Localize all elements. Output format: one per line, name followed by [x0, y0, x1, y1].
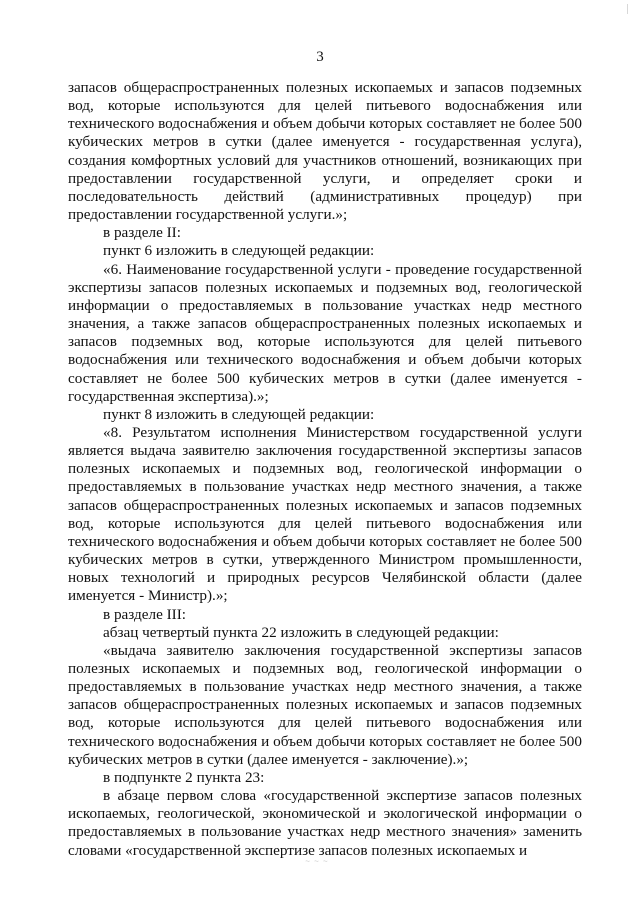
paragraph-6: «8. Результатом исполнения Министерством государственной услуги является выдача заявителю заключения государственной экспертизы запасов полезных ископаемых и подземных вод, геологической информации о предоставляемых в пользование участках недр местного значения, а также запасов общераспространенных полезных ископаемых и запасов подземных вод, которые используются для целей питьевого водоснабжения или технического водоснабжения и объем добычи которых составляет не более 500 кубических метров в сутки, утвержденного Министром промышленности, новых технологий и природных ресурсов Челябинской области (далее именуется - Министр).»;: [68, 423, 582, 605]
paragraph-8: абзац четвертый пункта 22 изложить в следующей редакции:: [103, 623, 499, 641]
paragraph-11: в абзаце первом слова «государственной экспертизе запасов полезных ископаемых, геологической, экономической и экологической информации о предоставляемых в пользование участках недр местного значения» заменить словами «государственной экспертизе запасов полезных ископаемых и: [68, 787, 582, 859]
paragraph-5: пункт 8 изложить в следующей редакции:: [103, 405, 375, 423]
paragraph-7: в разделе III:: [103, 605, 187, 623]
page-number: 3: [316, 49, 324, 65]
scan-edge-mark: [621, 4, 628, 14]
paragraph-9: «выдача заявителю заключения государственной экспертизы запасов полезных ископаемых и подземных вод, геологической информации о предоставляемых в пользование участках недр местного значения, а также запасов общераспространенных полезных ископаемых и запасов подземных вод, которые используются для целей питьевого водоснабжения или технического водоснабжения и объем добычи которых составляет не более 500 кубических метров в сутки (далее именуется - заключение).»;: [68, 641, 582, 768]
faint-stamp: ~ ~ ~: [305, 857, 329, 866]
paragraph-2: в разделе II:: [103, 224, 181, 242]
paragraph-10: в подпункте 2 пункта 23:: [103, 768, 265, 786]
paragraph-4: «6. Наименование государственной услуги - проведение государственной экспертизы запасов полезных ископаемых и подземных вод, геологической информации о предоставляемых в пользование участках недр местного значения, а также запасов общераспространенных полезных ископаемых и запасов подземных вод, которые используются для целей питьевого водоснабжения или технического водоснабжения и объем добычи которых составляет не более 500 кубических метров в сутки (далее именуется - государственная экспертиза).»;: [68, 260, 582, 405]
document-body: [68, 79, 582, 860]
paragraph-3: пункт 6 изложить в следующей редакции:: [103, 242, 375, 260]
paragraph-1: запасов общераспространенных полезных ископаемых и запасов подземных вод, которые используются для целей питьевого водоснабжения или технического водоснабжения и объем добычи которых составляет не более 500 кубических метров в сутки (далее именуется - государственная услуга), создания комфортных условий для участников отношений, возникающих при предоставлении государственной услуги, и определяет сроки и последовательность действий (административных процедур) при предоставлении государственной услуги.»;: [68, 79, 582, 224]
